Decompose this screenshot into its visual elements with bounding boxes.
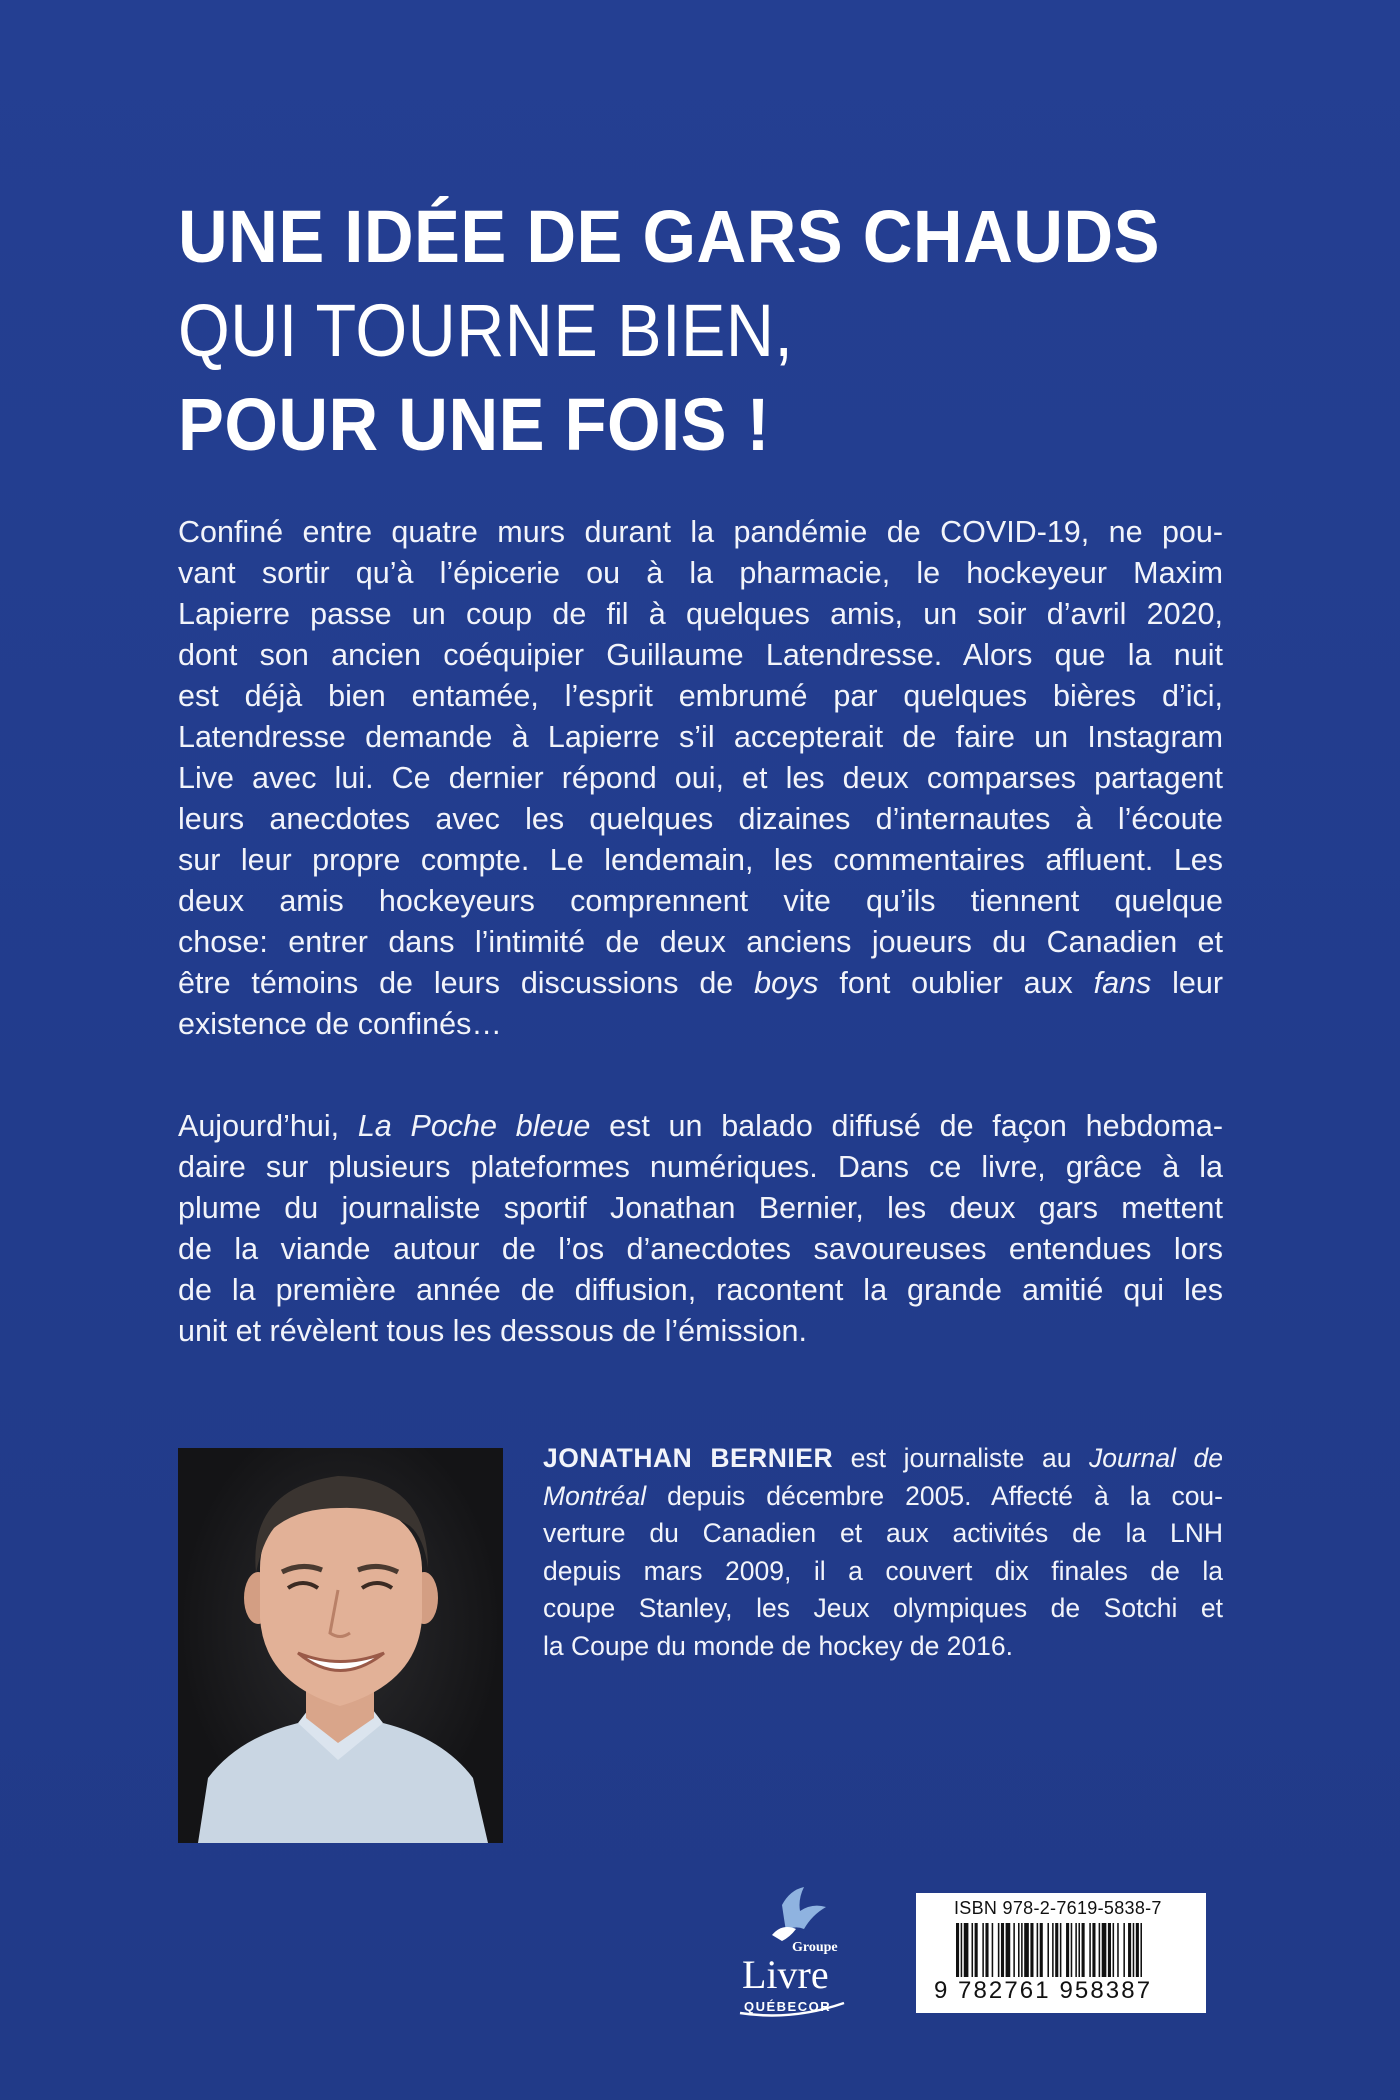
headline-line-1: UNE IDÉE DE GARS CHAUDS — [178, 195, 1160, 278]
text-line: sur leur propre compte. Le lendemain, les commentaires affluent. Les — [178, 843, 1223, 877]
summary-paragraph-2 — [178, 1106, 1223, 1352]
barcode-digits: 782761 958387 — [958, 1977, 1153, 2004]
text-line: depuis mars 2009, il a couvert dix finales de la — [543, 1555, 1223, 1586]
text-line: Confiné entre quatre murs durant la pandémie de COVID-19, ne pou- — [178, 515, 1223, 549]
text-segment: font oublier aux — [818, 966, 1094, 1000]
text-segment: être témoins de leurs discussions de — [178, 966, 755, 1000]
text-line: dont son ancien coéquipier Guillaume Latendresse. Alors que la nuit — [178, 638, 1223, 672]
text-line: la Coupe du monde de hockey de 2016. — [543, 1630, 1013, 1661]
podcast-title: La Poche bleue — [357, 1109, 591, 1143]
text-line: vant sortir qu’à l’épicerie ou à la pharmacie, le hockeyeur Maxim — [178, 556, 1223, 590]
text-line: leurs anecdotes avec les quelques dizaines d’internautes à l’écoute — [178, 802, 1223, 836]
author-photo — [178, 1448, 503, 1843]
text-line: de la première année de diffusion, racontent la grande amitié qui les — [178, 1273, 1223, 1307]
isbn-barcode — [916, 1893, 1206, 2013]
text-line — [178, 1106, 1223, 1147]
publisher-livre-text: Livre — [742, 1952, 829, 1997]
text-line: deux amis hockeyeurs comprennent vite qu’ils tiennent quelque — [178, 884, 1223, 918]
headline-line-3: POUR UNE FOIS ! — [178, 383, 770, 466]
text-line — [543, 1478, 1223, 1516]
text-segment: est journaliste au — [833, 1443, 1090, 1473]
text-line — [178, 963, 1223, 1004]
text-line: existence de confinés… — [178, 1007, 502, 1041]
text-line: unit et révèlent tous les dessous de l’émission. — [178, 1314, 807, 1348]
author-name: JONATHAN BERNIER — [543, 1443, 834, 1473]
publisher-logo — [712, 1885, 872, 2025]
author-bio — [543, 1440, 1223, 1665]
text-segment: est un balado diffusé de façon hebdoma- — [590, 1109, 1223, 1143]
text-line: Latendresse demande à Lapierre s’il accepterait de faire un Instagram — [178, 720, 1223, 754]
italic-term: Journal de — [1089, 1443, 1223, 1473]
text-line: chose: entrer dans l’intimité de deux anciens joueurs du Canadien et — [178, 925, 1223, 959]
text-segment: leur — [1151, 966, 1223, 1000]
italic-term: Montréal — [543, 1480, 647, 1511]
publisher-groupe-text: Groupe — [792, 1940, 838, 1955]
text-line — [543, 1440, 1223, 1478]
publisher-quebecor-text: QUÉBECOR — [744, 1999, 832, 2014]
text-line: de la viande autour de l’os d’anecdotes savoureuses entendues lors — [178, 1232, 1223, 1266]
text-line: coupe Stanley, les Jeux olympiques de Sotchi et — [543, 1593, 1223, 1623]
text-line: Lapierre passe un coup de fil à quelques amis, un soir d’avril 2020, — [178, 597, 1223, 631]
headline — [178, 190, 1238, 472]
text-segment: Aujourd’hui, — [178, 1109, 358, 1143]
barcode-lead-digit: 9 — [934, 1977, 948, 2004]
summary-paragraph-1 — [178, 512, 1223, 1045]
isbn-label: ISBN 978-2-7619-5838-7 — [954, 1898, 1162, 1918]
headline-line-2: QUI TOURNE BIEN, — [178, 289, 794, 372]
italic-term: boys — [754, 966, 819, 1000]
italic-term: fans — [1093, 966, 1152, 1000]
text-line: Live avec lui. Ce dernier répond oui, et les deux comparses partagent — [178, 761, 1223, 795]
text-line: plume du journaliste sportif Jonathan Bernier, les deux gars mettent — [178, 1191, 1223, 1225]
text-line: daire sur plusieurs plateformes numériques. Dans ce livre, grâce à la — [178, 1150, 1223, 1184]
text-line: verture du Canadien et aux activités de la LNH — [543, 1518, 1223, 1548]
text-segment: depuis décembre 2005. Affecté à la cou- — [646, 1480, 1223, 1511]
text-line: est déjà bien entamée, l’esprit embrumé par quelques bières d’ici, — [178, 679, 1223, 713]
